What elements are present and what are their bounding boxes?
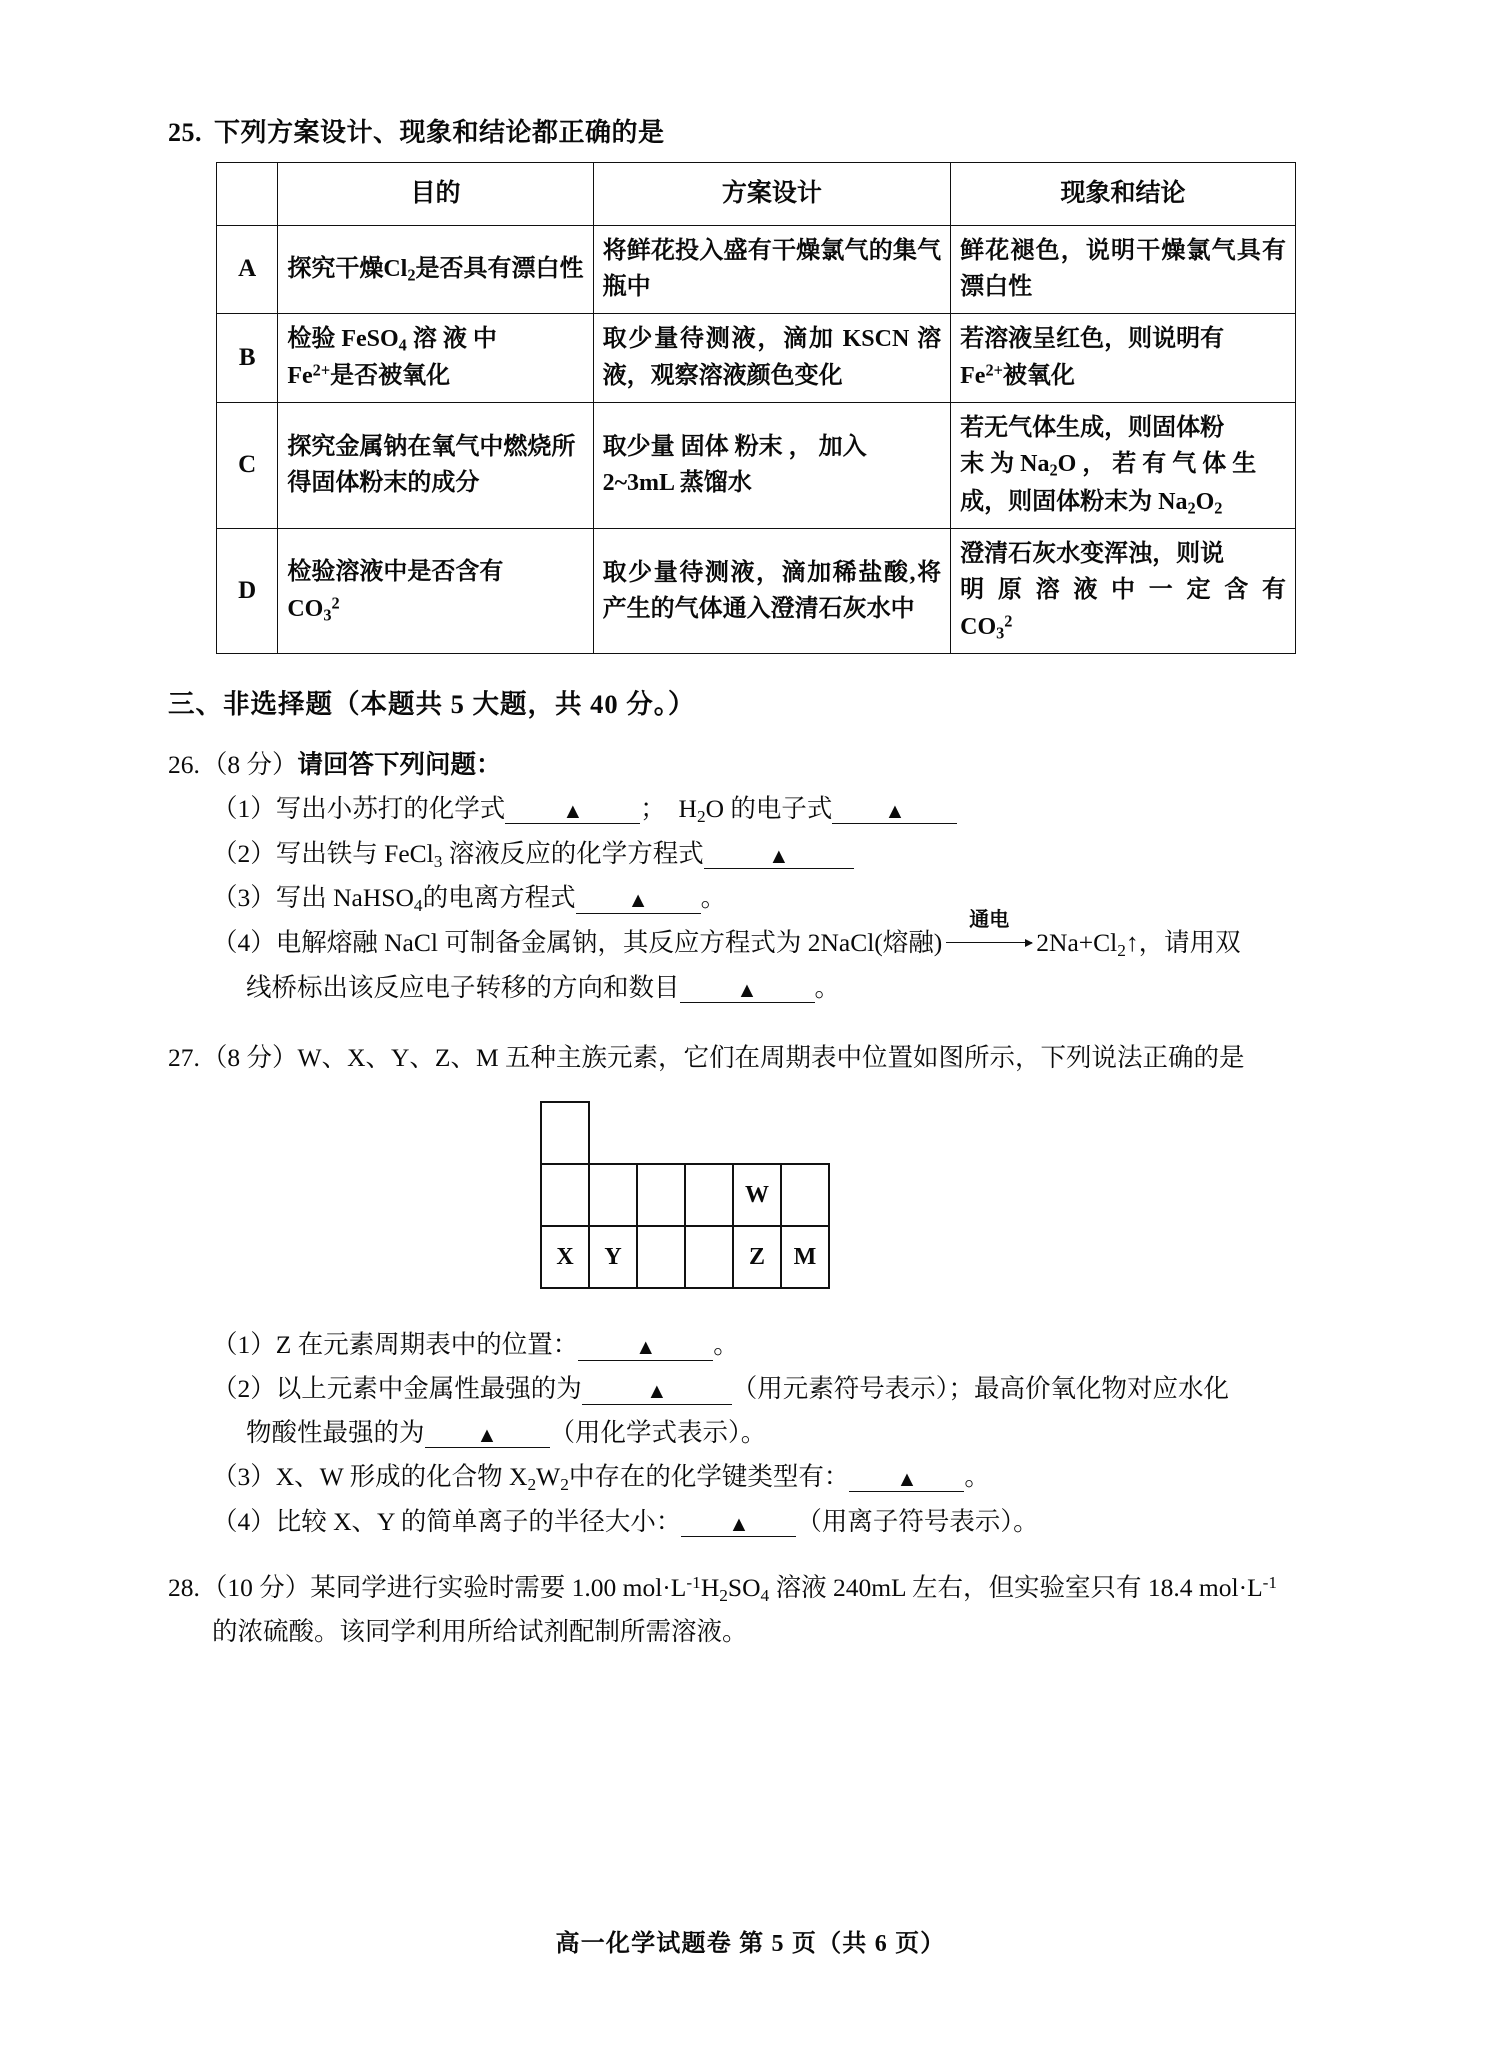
q27-item1-text-b: 。 — [713, 1330, 739, 1360]
q26-item1-text-c-post: O 的电子式 — [705, 794, 833, 824]
q27-item-3 — [212, 1455, 1310, 1500]
q27-item4-label: （4） — [212, 1506, 276, 1536]
cell-plan-d: 取少量待测液，滴加稀盐酸,将产生的气体通入澄清石灰水中 — [593, 528, 951, 653]
q26-item-4-line2 — [246, 966, 1310, 1010]
aim-a-sub: 2 — [407, 265, 416, 285]
q28-line1-c: SO — [727, 1572, 761, 1602]
cell-plan-a: 将鲜花投入盛有干燥氯气的集气瓶中 — [593, 226, 951, 314]
aim-a-post: 是否具有漂白性 — [415, 255, 584, 282]
cell-aim-d — [278, 528, 593, 653]
q26-item1-text-c: H — [678, 794, 697, 824]
q27-blank-2b[interactable] — [425, 1418, 550, 1448]
aim-b-line1 — [287, 321, 583, 358]
page-footer: 高一化学试题卷 第 5 页（共 6 页） — [555, 1931, 946, 1957]
table-row — [217, 313, 1296, 402]
q26-item1-text-b: ； — [640, 794, 666, 824]
result-d-l3-pre: CO — [960, 613, 997, 640]
q26-item4-line2-a: 线桥标出该反应电子转移的方向和数目 — [246, 972, 680, 1002]
table-row — [217, 528, 1296, 653]
aim-b-line2 — [287, 358, 583, 394]
q26-item-2 — [212, 832, 1310, 877]
q28-sup2: -1 — [1262, 1572, 1278, 1592]
q27-item3-sub1: 2 — [527, 1474, 537, 1494]
result-d-line3 — [960, 609, 1286, 646]
ptable-cell-w: W — [732, 1163, 782, 1227]
question-27-heading — [168, 1036, 1310, 1080]
result-c-line2 — [960, 446, 1286, 483]
triangle-marker: ▲ — [646, 1379, 668, 1404]
ptable-cell-y: Y — [588, 1225, 638, 1289]
result-b-l2-pre: Fe — [960, 362, 986, 389]
cell-aim-c: 探究金属钠在氧气中燃烧所得固体粉末的成分 — [278, 402, 593, 528]
q26-item4-label: （4） — [212, 928, 276, 958]
q26-blank-4[interactable] — [680, 973, 815, 1003]
periodic-table-figure-wrap — [168, 1101, 1310, 1297]
table-row — [217, 226, 1296, 314]
q26-item3-sub: 4 — [413, 896, 423, 916]
table-row — [217, 402, 1296, 528]
triangle-marker: ▲ — [476, 1423, 498, 1448]
q27-item-2-line1 — [212, 1367, 1310, 1411]
electrolysis-arrow-icon — [946, 909, 1032, 952]
result-d-line1: 澄清石灰水变浑浊，则说 — [960, 540, 1225, 567]
triangle-marker: ▲ — [635, 1335, 657, 1360]
result-d-l3-sub: 3 — [996, 623, 1005, 643]
table-header-blank — [217, 163, 278, 226]
q26-item-1 — [212, 787, 1310, 832]
q26-item1-label: （1） — [212, 794, 276, 824]
q26-item3-label: （3） — [212, 883, 276, 913]
triangle-marker: ▲ — [736, 977, 758, 1002]
cell-plan-c — [593, 402, 951, 528]
ptable-cell-r3c4 — [684, 1225, 734, 1289]
result-c-l3-sub2: 2 — [1214, 498, 1223, 518]
q27-item3-text-b: 。 — [964, 1462, 990, 1492]
cell-result-a: 鲜花褪色，说明干燥氯气具有漂白性 — [951, 226, 1296, 314]
q28-line2: 的浓硫酸。该同学利用所给试剂配制所需溶液。 — [212, 1617, 748, 1647]
q27-blank-3[interactable] — [849, 1462, 964, 1492]
triangle-marker: ▲ — [768, 843, 790, 868]
triangle-marker: ▲ — [627, 888, 649, 913]
triangle-marker: ▲ — [562, 798, 584, 823]
q27-item-4 — [212, 1500, 1310, 1544]
q26-blank-2[interactable] — [704, 839, 854, 869]
q26-item3-text-a: 写出 NaHSO — [275, 883, 414, 913]
ptable-cell-m: M — [780, 1225, 830, 1289]
q26-item1-sub: 2 — [696, 806, 706, 826]
cell-result-d — [951, 528, 1296, 653]
q28-sub1: 2 — [719, 1585, 728, 1605]
aim-b-l2-post: 是否被氧化 — [330, 363, 451, 390]
q26-item4-line1-post: ↑，请用双 — [1125, 928, 1241, 958]
question-25-heading — [168, 112, 1310, 149]
periodic-table-figure — [540, 1101, 938, 1297]
question-26-prompt: 请回答下列问题： — [297, 750, 502, 780]
cell-aim-a — [278, 226, 593, 314]
result-b-l2-post: 被氧化 — [1002, 362, 1075, 389]
option-letter-b: B — [217, 313, 278, 402]
q26-item-3 — [212, 876, 1310, 921]
ptable-cell-r1c1 — [540, 1101, 590, 1165]
ptable-cell-x: X — [540, 1225, 590, 1289]
ptable-cell-z: Z — [732, 1225, 782, 1289]
question-25 — [168, 112, 1310, 654]
ptable-cell-r3c3 — [636, 1225, 686, 1289]
scheme-table — [216, 162, 1296, 654]
ptable-cell-r2c6 — [780, 1163, 830, 1227]
result-c-l2-sub: 2 — [1049, 460, 1058, 480]
table-header-result: 现象和结论 — [951, 163, 1296, 226]
result-d-l3-sup: 2 — [1004, 611, 1013, 631]
question-27-prompt: W、X、Y、Z、M 五种主族元素，它们在周期表中位置如图所示，下列说法正确的是 — [297, 1042, 1245, 1072]
q26-item1-text-a: 写出小苏打的化学式 — [275, 794, 506, 824]
section-three-heading: 三、非选择题（本题共 5 大题，共 40 分。） — [168, 689, 696, 720]
cell-aim-b — [278, 313, 593, 402]
result-c-line1: 若无气体生成，则固体粉 — [960, 414, 1225, 441]
result-c-l3-pre: 成，则固体粉末为 Na — [960, 488, 1188, 515]
q27-item1-label: （1） — [212, 1330, 276, 1360]
question-25-number: 25. — [168, 118, 202, 147]
q28-line1-b: H — [700, 1572, 720, 1602]
q27-item3-label: （3） — [212, 1462, 276, 1492]
cell-result-c — [951, 402, 1296, 528]
q26-blank-3[interactable] — [576, 883, 701, 913]
ptable-cell-r2c1 — [540, 1163, 590, 1227]
aim-b-l2-sup: 2+ — [312, 360, 331, 380]
q27-item3-text-a: X、W 形成的化合物 X — [275, 1462, 528, 1492]
result-b-line1: 若溶液呈红色，则说明有 — [960, 326, 1225, 353]
q27-item2-line2-b: （用化学式表示）。 — [549, 1418, 767, 1448]
option-letter-c: C — [217, 402, 278, 528]
triangle-marker: ▲ — [896, 1466, 918, 1491]
result-c-l2-mid: O ， 若 有 气 体 生 — [1057, 451, 1257, 478]
q26-item2-text-a-post: 溶液反应的化学方程式 — [442, 838, 704, 868]
triangle-marker: ▲ — [884, 798, 906, 823]
q28-line1-d: 溶液 240mL 左右，但实验室只有 18.4 mol·L — [769, 1572, 1263, 1602]
plan-c-line1: 取少量 固体 粉末 ， 加入 — [602, 433, 867, 460]
q27-item3-mid: W — [536, 1462, 561, 1492]
q27-item2-line1-b: （用元素符号表示）；最高价氧化物对应水化 — [731, 1374, 1230, 1404]
q26-item2-label: （2） — [212, 838, 276, 868]
q26-item3-text-a-post: 的电离方程式 — [422, 883, 576, 913]
q27-blank-4[interactable] — [681, 1507, 796, 1537]
question-28-number: 28. — [168, 1572, 200, 1602]
q26-blank-1b[interactable] — [832, 794, 957, 824]
cell-result-b — [951, 313, 1296, 402]
question-25-prompt: 下列方案设计、现象和结论都正确的是 — [214, 118, 665, 147]
option-letter-d: D — [217, 528, 278, 653]
q26-item2-text-a: 写出铁与 FeCl — [275, 838, 434, 868]
q27-item4-text-a: 比较 X、Y 的简单离子的半径大小： — [275, 1506, 682, 1536]
question-28-score: （10 分） — [201, 1572, 311, 1602]
table-header-row — [217, 163, 1296, 226]
q26-item-4-line1 — [212, 909, 1310, 966]
aim-b-l2-pre: Fe — [287, 363, 313, 390]
arrow-label: 通电 — [969, 909, 1010, 932]
table-header-aim: 目的 — [278, 163, 593, 226]
table-header-plan: 方案设计 — [593, 163, 951, 226]
q26-item3-text-b: 。 — [700, 883, 727, 913]
q27-item3-sub2: 2 — [560, 1474, 569, 1494]
question-26-score: （8 分） — [201, 750, 298, 780]
arrow-bar — [946, 942, 1032, 943]
aim-b-l1-pre: 检验 FeSO — [287, 325, 399, 352]
q26-item2-sub: 3 — [433, 851, 443, 871]
q27-item2-line1-a: 以上元素中金属性最强的为 — [275, 1374, 582, 1404]
cell-plan-b: 取少量待测液，滴加 KSCN 溶液，观察溶液颜色变化 — [593, 313, 951, 402]
aim-d-line1: 检验溶液中是否含有 — [287, 559, 504, 586]
q27-blank-1[interactable] — [578, 1330, 713, 1360]
q26-blank-1a[interactable] — [505, 794, 640, 824]
result-b-line2 — [960, 358, 1286, 394]
result-c-l3-sub1: 2 — [1187, 498, 1196, 518]
q27-item2-line2-a: 物酸性最强的为 — [246, 1418, 425, 1448]
result-c-l2-pre: 末 为 Na — [960, 451, 1050, 478]
q27-item3-post: 中存在的化学键类型有： — [568, 1462, 850, 1492]
ptable-cell-r2c2 — [588, 1163, 638, 1227]
ptable-cell-r2c4 — [684, 1163, 734, 1227]
q28-sup1: -1 — [686, 1572, 701, 1592]
plan-c-line2: 2~3mL 蒸馏水 — [602, 470, 752, 497]
question-26-heading — [168, 743, 1310, 787]
q27-blank-2a[interactable] — [582, 1374, 732, 1404]
page-content — [168, 112, 1310, 1660]
q27-item-1 — [212, 1323, 1310, 1367]
question-27 — [168, 1036, 1310, 1544]
aim-d-l2-sup: 2 — [331, 593, 340, 613]
q27-item1-text-a: Z 在元素周期表中的位置： — [275, 1330, 579, 1360]
question-26 — [168, 743, 1310, 1009]
question-27-score: （8 分） — [201, 1042, 298, 1072]
question-26-number: 26. — [168, 750, 200, 780]
result-c-line3 — [960, 484, 1286, 521]
q28-sub2: 4 — [760, 1585, 770, 1605]
question-27-number: 27. — [168, 1042, 200, 1072]
q26-item4-line1-a: 电解熔融 NaCl 可制备金属钠，其反应方程式为 2NaCl(熔融) — [275, 928, 943, 958]
question-26-prompt-wrap — [202, 743, 1310, 787]
aim-d-l2-pre: CO — [287, 595, 324, 622]
result-c-l3-mid: O — [1195, 488, 1215, 515]
aim-b-l1-post: 溶 液 中 — [406, 325, 497, 352]
question-28-line2 — [212, 1610, 1310, 1654]
aim-a-pre: 探究干燥Cl — [287, 255, 408, 282]
question-28-line1 — [168, 1566, 1310, 1611]
q28-line1-a: 某同学进行实验时需要 1.00 mol·L — [310, 1572, 687, 1602]
ptable-cell-r2c3 — [636, 1163, 686, 1227]
question-28 — [168, 1566, 1310, 1655]
q27-item-2-line2 — [246, 1411, 1310, 1455]
result-d-line2: 明 原 溶 液 中 一 定 含 有 — [960, 577, 1286, 604]
aim-d-l2-sub: 3 — [323, 605, 332, 625]
q26-item4-line1-b: 2Na+Cl — [1036, 928, 1118, 958]
q26-item4-line1-sub: 2 — [1117, 940, 1126, 960]
q26-item4-line2-b: 。 — [814, 972, 841, 1002]
triangle-marker: ▲ — [728, 1511, 750, 1536]
result-b-l2-sup: 2+ — [985, 360, 1003, 380]
q27-item4-text-b: （用离子符号表示）。 — [796, 1506, 1039, 1536]
q27-item2-label: （2） — [212, 1374, 276, 1404]
aim-d-line2 — [287, 591, 583, 628]
option-letter-a: A — [217, 226, 278, 314]
aim-b-l1-sub: 4 — [398, 335, 407, 355]
